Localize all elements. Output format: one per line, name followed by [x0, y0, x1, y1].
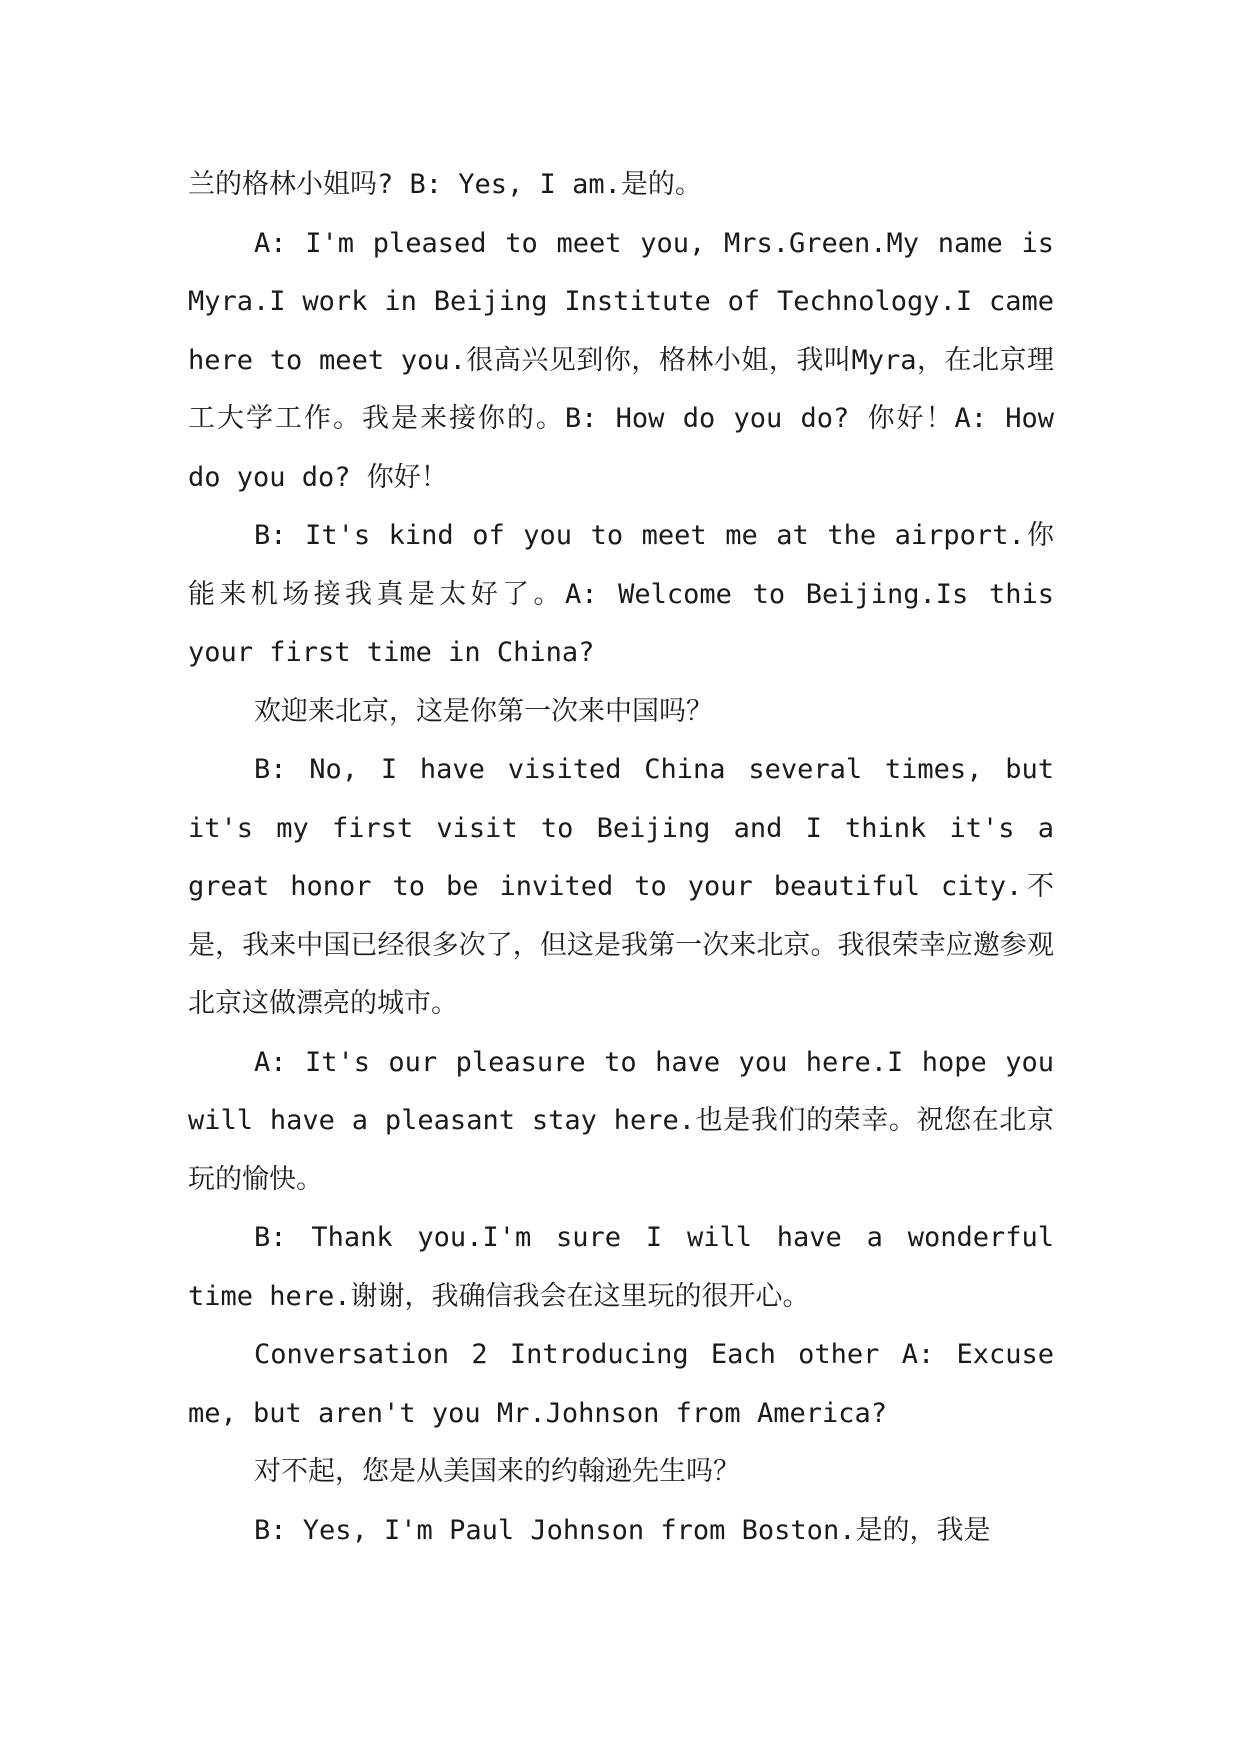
- paragraph-continuation: 兰的格林小姐吗? B: Yes, I am.是的。: [188, 169, 702, 200]
- paragraph-conversation-2-heading: Conversation 2 Introducing Each other A: Excuse me, but aren't you Mr.Johnson from America?: [188, 1339, 1054, 1429]
- paragraph-welcome-translation: 欢迎来北京，这是你第一次来中国吗？: [254, 695, 713, 727]
- paragraph-introduction-dialogue: A: I'm pleased to meet you, Mrs.Green.My name is Myra.I work in Beijing Institute of Technology.I came here to meet you.很高兴见到你，格林小姐，我叫Myra，在北京理工大学工作。我是来接你的。B: How do you do? 你好！A: How do you do? 你好！: [188, 227, 1054, 493]
- paragraph-thank-you: B: Thank you.I'm sure I will have a wonderful time here.谢谢，我确信我会在这里玩的很开心。: [188, 1222, 1054, 1312]
- document-body: [188, 156, 1054, 1560]
- paragraph-conversation-2-translation: 对不起，您是从美国来的约翰逊先生吗？: [254, 1456, 740, 1487]
- paragraph-visit-reply: B: No, I have visited China several times, but it's my first visit to Beijing and I think it's a great honor to be invited to your beautiful city.不是，我来中国已经很多次了，但这是我第一次来北京。我很荣幸应邀参观北京这做漂亮的城市。: [188, 754, 1054, 1019]
- paragraph-airport-welcome: B: It's kind of you to meet me at the airport.你能来机场接我真是太好了。A: Welcome to Beijing.Is this your first time in China?: [188, 520, 1054, 668]
- paragraph-pleasure: A: It's our pleasure to have you here.I hope you will have a pleasant stay here.也是我们的荣幸。祝您在北京玩的愉快。: [188, 1046, 1054, 1195]
- paragraph-johnson-reply: B: Yes, I'm Paul Johnson from Boston.是的，我是: [254, 1514, 991, 1546]
